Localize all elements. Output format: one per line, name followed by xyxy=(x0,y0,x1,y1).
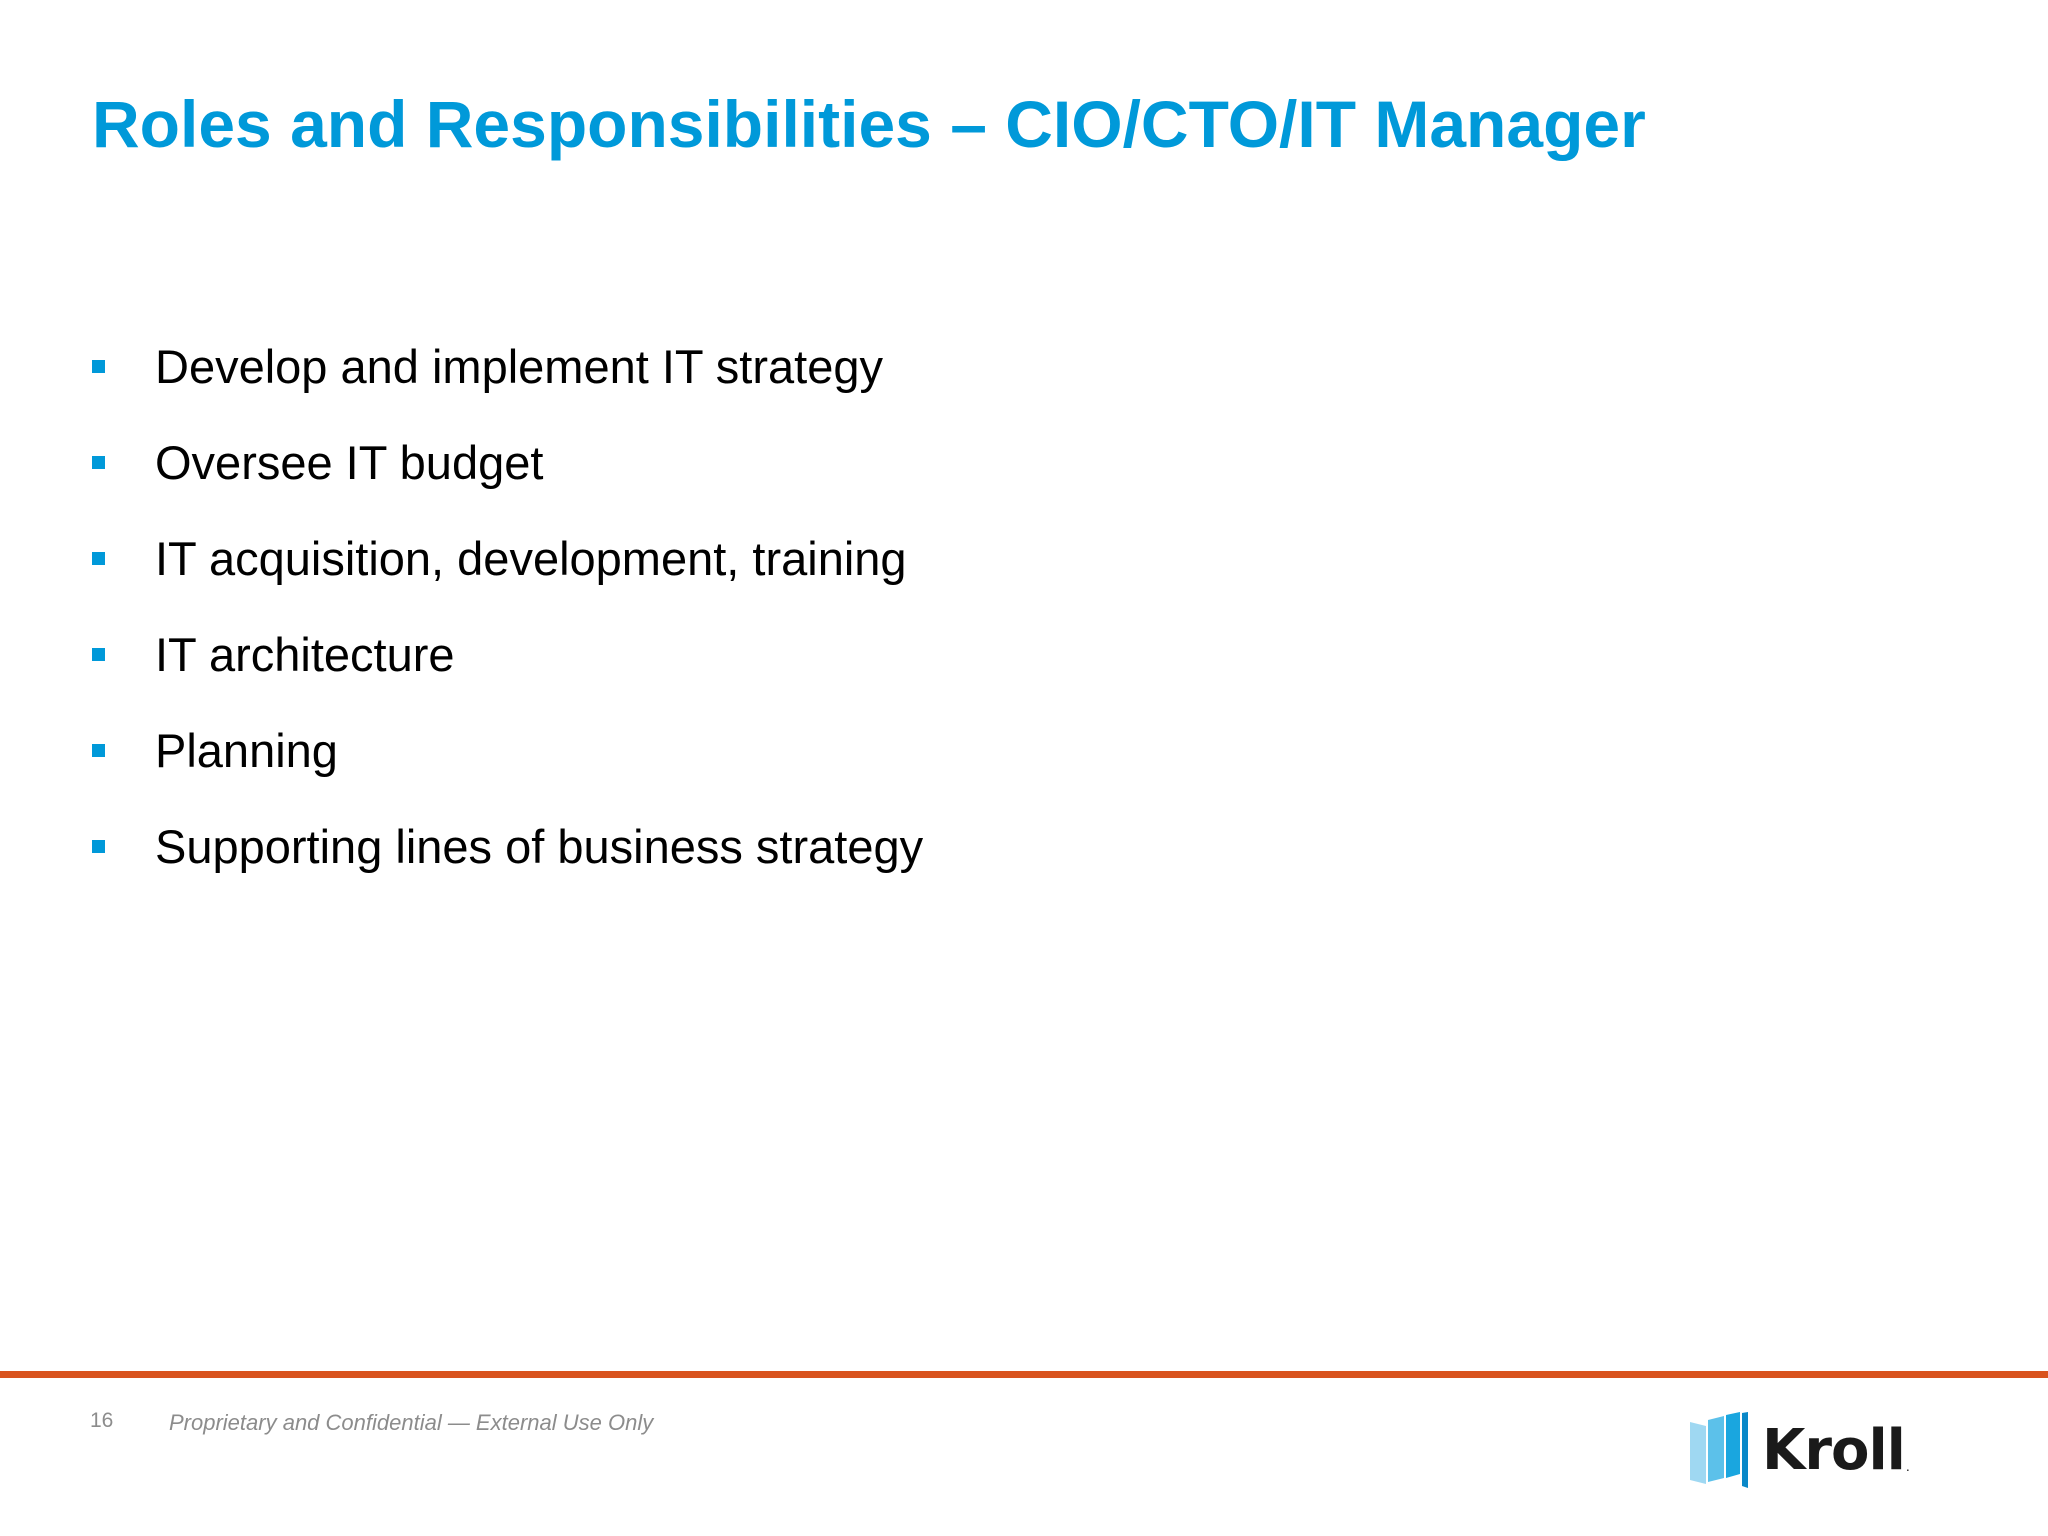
bullet-text: Develop and implement IT strategy xyxy=(155,339,883,393)
bullet-text: Planning xyxy=(155,723,338,777)
bullet-text: Supporting lines of business strategy xyxy=(155,819,924,873)
page-number: 16 xyxy=(90,1409,114,1432)
kroll-logo xyxy=(1690,1412,1910,1488)
bullet-text: Oversee IT budget xyxy=(155,435,544,489)
list-item xyxy=(92,510,923,606)
logo-registered-mark: . xyxy=(1905,1458,1910,1474)
square-bullet-icon xyxy=(92,456,105,469)
list-item xyxy=(92,702,923,798)
list-item xyxy=(92,798,923,894)
square-bullet-icon xyxy=(92,552,105,565)
bullet-text: IT acquisition, development, training xyxy=(155,531,907,585)
logo-wordmark: Kroll xyxy=(1762,1417,1905,1483)
square-bullet-icon xyxy=(92,648,105,661)
list-item xyxy=(92,318,923,414)
square-bullet-icon xyxy=(92,840,105,853)
confidentiality-notice: Proprietary and Confidential — External Use Only xyxy=(169,1410,654,1435)
footer-divider xyxy=(0,1371,2048,1378)
bullet-list xyxy=(92,318,923,894)
slide-title: Roles and Responsibilities – CIO/CTO/IT Manager xyxy=(92,87,1646,161)
bullet-text: IT architecture xyxy=(155,627,455,681)
list-item xyxy=(92,606,923,702)
list-item xyxy=(92,414,923,510)
kroll-logo-icon xyxy=(1690,1412,1748,1488)
square-bullet-icon xyxy=(92,360,105,373)
square-bullet-icon xyxy=(92,744,105,757)
